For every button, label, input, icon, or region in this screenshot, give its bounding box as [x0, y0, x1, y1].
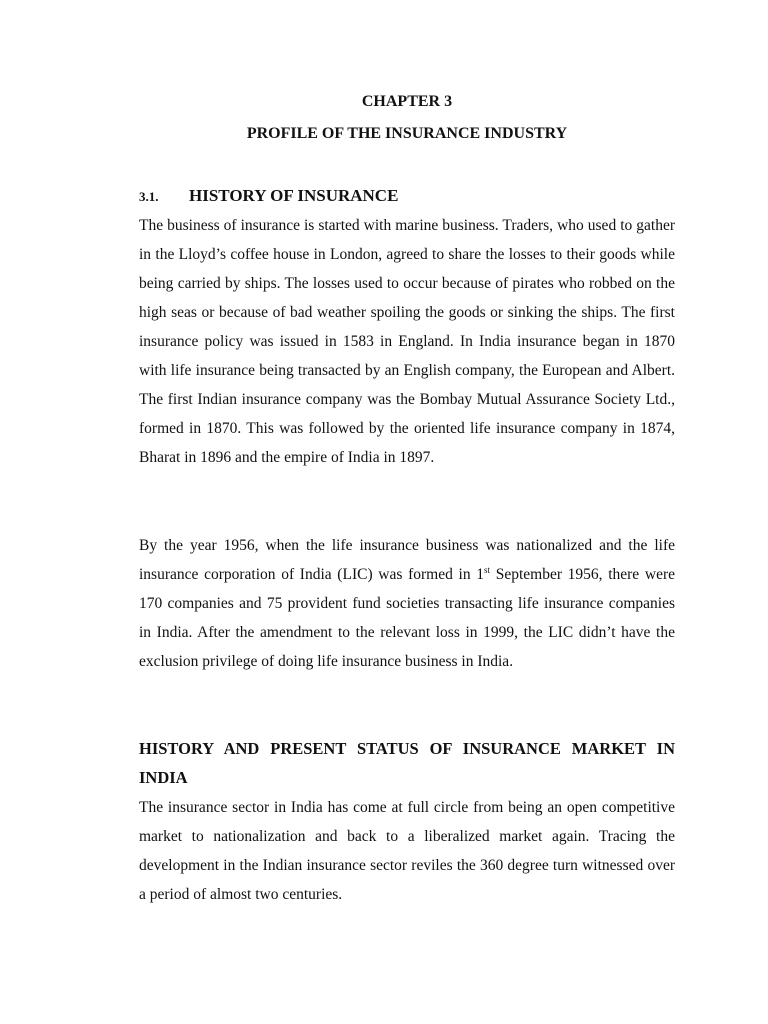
ordinal-suffix: st — [484, 564, 491, 575]
paragraph-nationalization — [139, 531, 675, 676]
paragraph-history: The business of insurance is started with marine business. Traders, who used to gather in the Lloyd’s coffee house in London, agreed to share the losses to their goods while being carried by ships. The losses used to occur because of pirates who robbed on the high seas or because of bad weather spoiling the goods or sinking the ships. The first insurance policy was issued in 1583 in England. In India insurance began in 1870 with life insurance being transacted by an English company, the European and Albert. The first Indian insurance company was the Bombay Mutual Assurance Society Ltd., formed in 1870. This was followed by the oriented life insurance company in 1874, Bharat in 1896 and the empire of India in 1897. — [139, 217, 675, 466]
chapter-title: PROFILE OF THE INSURANCE INDUSTRY — [246, 125, 568, 142]
chapter-label: CHAPTER 3 — [361, 93, 453, 110]
section-heading-present-status: HISTORY AND PRESENT STATUS OF INSURANCE MARKET IN INDIA — [139, 739, 675, 787]
paragraph-text-part: By the year 1956, when the life insurance business was nationalized and the life insurance corporation of India (LIC) was formed in 1 — [139, 537, 675, 583]
section-number: 3.1. — [139, 189, 159, 204]
paragraph-text-part: September 1956, there were 170 companies and 75 provident fund societies transacting life insurance companies in India. After the amendment to the relevant loss in 1999, the LIC didn’t have the exclusion privilege of doing life insurance business in India. — [139, 566, 675, 670]
section-title: HISTORY OF INSURANCE — [189, 186, 399, 205]
section-heading-history-of-insurance — [139, 185, 675, 208]
paragraph-insurance-sector: The insurance sector in India has come at full circle from being an open competitive market to nationalization and back to a liberalized market again. Tracing the development in the Indian insurance sector reviles the 360 degree turn witnessed over a period of almost two centuries. — [139, 799, 675, 903]
